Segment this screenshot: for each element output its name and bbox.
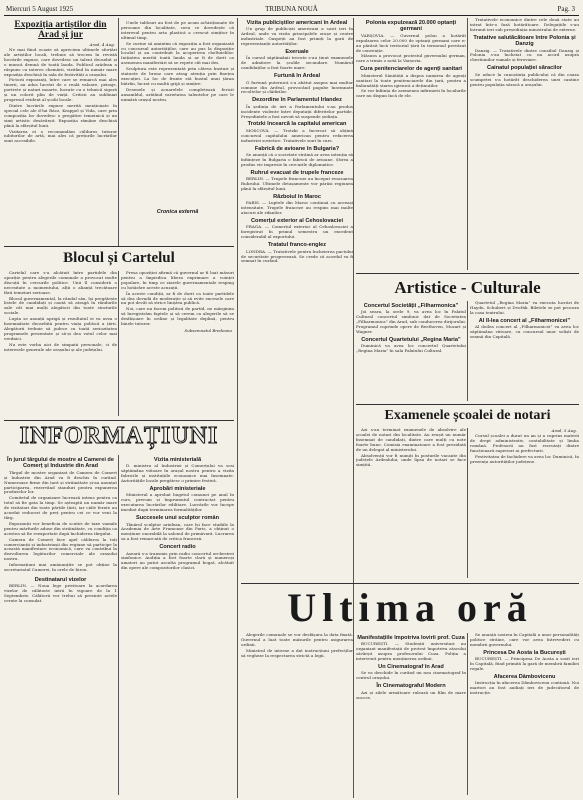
body-text: Dintre lucrările expuse merită menționate în special cele ale d-lui Rácz, Krappel și Vida, care prin compoziția lor dovedesc o pregătire temeinică și un simț artistic desăvârșit. Expoziția rămâne deschisă până la sfârșitul lunii. <box>4 102 117 128</box>
article-artistice-2 <box>470 301 579 401</box>
column-3 <box>241 18 353 618</box>
signature-blocul: Subsemnatul Bredeanu <box>184 327 232 333</box>
body-text: MOSCOVA. — Trotzki a încercat să obțină concursul capitalului american pentru refacerea industriei sovietice. Tratativele sunt în curs. <box>241 127 353 143</box>
headline-comertul: Comerțul exterior al Cehoslovaciei <box>250 218 344 225</box>
body-text: Un grup de publiciști americani a sosit ieri în Ardeal, unde va vizita principalele orașe și centre industriale. Oaspeții au fost primiți la gară de reprezentanții autorităților. <box>241 26 353 47</box>
body-text: Joi seara, la orele 9, va avea loc în Palatul Cultural concertul simfonic dat de Societatea „Filharmonica” din Arad, sub conducerea dirijorului. Programul cuprinde opere de Beethoven, Mozart și Wagner. <box>356 309 466 335</box>
divider <box>356 404 579 405</box>
article-ultima-3 <box>470 633 579 795</box>
divider <box>241 583 579 584</box>
article-examenele-1 <box>356 428 466 578</box>
body-text: Alegerile comunale se vor desfășura la data fixată. Guvernul a luat toate măsurile pentru asigurarea ordinii. <box>241 633 353 647</box>
body-text: Danzig. — Tratativele dintre consiliul Danzig și Polonia s-au încheiat cu un acord asupra chestiunilor vamale și feroviare. <box>470 47 579 63</box>
headline-exeruale: Exeruale <box>285 49 309 56</box>
body-text: Se vor înființa de asemenea infirmerii în localurile care nu dispun încă de ele. <box>356 88 466 99</box>
headline-ultima-ora: Ultima oră <box>287 585 533 630</box>
body-text: Vizitarea ei o recomandăm călduros tuturor iubitorilor de artă, mai ales că prețurile lucrărilor sunt accesibile. <box>4 128 117 144</box>
body-text: Instrucția în afacerea Dâmbovicenu continuă. Noi martori au fost audiați ieri de judecătorul de instrucție. <box>470 680 579 696</box>
column-rule <box>118 18 119 246</box>
column-rule <box>467 428 468 578</box>
body-text: BERLIN. — Noua lege privitoare la acordarea vizelor de călătorie intră în vigoare de la 1 Septembrie. Călătorii vor trebui să prezinte actele cerute la consulat. <box>4 583 117 604</box>
headline-polonia: Polonia expulzează 20.000 optanți germani <box>365 20 457 33</box>
body-text: Comitetul de organizare lucrează intens pentru ca totul să fie gata la timp. Se așteaptă un număr mare de vizitatori din toate părțile țării, iar căile ferate au acordat reduceri de preț pentru cei ce vor veni la târg. <box>4 495 117 520</box>
divider <box>356 273 579 274</box>
body-text: Blocul guvernamental, la rândul său, își pregătește listele de candidați și caută să atragă în rândurile sale cât mai mulți alegători din toate straturile sociale. <box>4 295 117 316</box>
body-text: Noi, care nu facem politică de partid, ne mărginim să înregistrăm faptele și să cerem ca alegerile să se desfășoare în ordine și legalitate deplină, pentru binele tuturor. <box>121 306 234 327</box>
article-blocul-1 <box>4 271 117 416</box>
body-text: Cartelul care s-a alcătuit între partidele din opoziție pentru alegerile comunale a provocat multe discuții în cercurile politice. Unii îl consideră o necesitate a momentului, alții o alianță trecătoare fără temeiuri serioase. <box>4 271 117 295</box>
headline-manifestatiile: Manifestațiile împotriva lovirii prof. Cuza <box>357 635 465 641</box>
column-rule <box>467 301 468 401</box>
divider <box>4 420 234 421</box>
body-text: Lupta se anunță aprigă și rezultatul ei va avea o însemnătate deosebită pentru viața politică a țării. Alegătorii trebuie să judece cu toată seriozitatea programele prezentate și să-și dea votul celor mai vrednici. <box>4 316 117 341</box>
article-expozitia <box>4 18 117 243</box>
body-text: În cursul săptămânii trecute s-au ținut examenele de admitere la școlile secundare. Numărul candidaților a fost foarte mare. <box>241 55 353 71</box>
column-rule <box>118 455 119 795</box>
article-expozitia-cont <box>121 21 234 206</box>
headline-tratatul: Tratatul franco-englez <box>267 242 327 249</box>
article-informatiuni-2 <box>121 455 234 795</box>
headline-blocul: Blocul și Cartelul <box>63 250 175 266</box>
divider <box>4 246 234 247</box>
body-text: Aseară s-a transmis prin radio concertul orchestrei simfonice. Audiția a fost foarte clară și numeroși amatori au putut asculta programul bogat, alcătuit din opere ale compozitorilor clasici. <box>121 550 234 571</box>
body-text: În aceste condiții, ar fi de dorit ca toate partidele să dea dovadă de moderație și să evite excesele care nu pot decât să strice liniștea publică. <box>121 290 234 306</box>
headline-cura: Cura penitenciarelor de agenți sanitari <box>360 66 462 73</box>
body-text: Camera de Comerț face apel călduros la toți comercianții și industriașii din regiune să participe la această manifestare economică, care va contribui la dezvoltarea legăturilor comerciale ale orașului nostru. <box>4 536 117 562</box>
body-text: Nu este vorba aici de simpatii personale, ci de interesele generale ale orașului și ale județului. <box>4 341 117 352</box>
body-text: Se anunță sosirea în Capitală a unor personalități politice străine, care vor avea întrevederi cu membrii guvernului. <box>470 633 579 647</box>
body-text: Ne mai fiind ocazie să apreciem ultimele sforțări ale artiștilor locali, trebuie să trecem în revistă lucrările expuse, care dovedesc un talent deosebit și o muncă demnă de toată lauda. Publicul arădean a răspuns cu interes chemării, vizitând în număr mare expoziția deschisă în sala de festivități a orașului. <box>4 47 117 77</box>
headline-destinatarul: Destinatarul vizelor <box>34 576 87 583</box>
headline-afacerea: Afacerea Dâmbovicenu <box>493 673 556 680</box>
body-text: Se anunță că o societate străină ar avea intenția să înființeze în Bulgaria o fabrică de avioane. Știrea a produs vie impresie în cercurile diplomatice. <box>241 152 353 167</box>
body-text: Unele tablouri au fost de pe acum achiziționate de persoane din localitate, ceea ce dovedește că interesul pentru arta plastică a crescut simțitor în ultimul timp. <box>121 21 234 40</box>
headline-filharmonica: Concertul Societății „Filharmonica” <box>363 303 459 309</box>
headline-artistice: Artistice - Culturale <box>394 278 541 297</box>
body-text: Duminică va avea loc concertul Quartetului „Regina Maria” în sala Palatului Cultural. <box>356 343 466 354</box>
masthead-title: TRIBUNA NOUĂ <box>265 5 318 13</box>
body-text: Se va deschide în curând un nou cinematograf în centrul orașului. <box>356 670 466 681</box>
column-4 <box>356 18 466 270</box>
article-artistice-1 <box>356 301 466 401</box>
column-5 <box>470 18 579 270</box>
body-text: În ședința de ieri a Parlamentului s-au produs incidente violente între deputații diferitelor partide. Președintele a fost nevoit să suspende ședința. <box>241 103 353 119</box>
column-rule <box>467 18 468 270</box>
headline-expozitia: Expoziția artiștilor din Arad și jur <box>14 20 107 40</box>
body-text: Azi și zilele următoare rulează un film de mare succes. <box>356 689 466 700</box>
body-text: Azi s-au terminat examenele de absolvire ale școalei de notari din localitate. Au reușit un număr însemnat de candidați, dintre care mulți cu note foarte bune. Comisia examinatoare a fost prezidată de un delegat al ministerului. <box>356 428 466 452</box>
body-text: Informațiuni mai amănunțite se pot obține la secretariatul Camerei, în orele de birou. <box>4 562 117 573</box>
headline-furtuna: Furtună în Ardeal <box>273 73 321 80</box>
body-text: Desenele și acuarelele completează fericit ansamblul, arătând varietatea talentelor pe care le numără orașul nostru. <box>121 86 234 102</box>
headline-informatiuni: INFORMAȚIUNI <box>19 423 219 449</box>
body-text: O furtună puternică s-a abătut asupra mai multor comune din Ardeal, provocând pagube însemnate recoltelor și clădirilor. <box>241 79 353 95</box>
headline-cainatul: Cainatul populației săracilor <box>487 65 562 72</box>
headline-cinematograf-modern: În Cinematograful Modern <box>376 683 446 690</box>
headline-vizita-ministeriala: Vizita ministerială <box>153 457 202 463</box>
masthead-date: Miercuri 5 August 1925 <box>6 5 74 13</box>
body-text: Măsura a provocat protestul guvernului german, care a trimis o notă la Varșovia. <box>356 53 466 64</box>
body-text: Festivitatea de închidere va avea loc Duminică, în prezența autorităților județene. <box>470 453 579 464</box>
headline-danzig: Tratative salutăcătoare între Polonia și Danzig <box>473 34 576 48</box>
body-text: Pictorii expozanți, între care se remarcă mai ales tinerii, au adus lucrări de o reală valoare, peisaje, portrete și naturi moarte, lucrate cu o tehnică sigură și un colorit plin de viață. Criticii au subliniat progresul evident al școlii locale. <box>4 77 117 103</box>
body-text: Presa opoziției afirmă că guvernul ar fi luat măsuri pentru a împiedica libera exprimare a voinței populare, în timp ce ziarele guvernamentale resping cu hotărâre aceste acuzații. <box>121 271 234 290</box>
body-text: Expozanții vor beneficia de scutiri de taxe vamale pentru mărfurile aduse din străinătate, cu condiția ca acestea să fie reexportate după închiderea târgului. <box>4 520 117 536</box>
column-rule <box>118 271 119 416</box>
body-text: VARȘOVIA. — Guvernul polon a hotărât expulzarea celor 20.000 de optanți germani care n-au părăsit încă teritoriul țării în termenul prevăzut de convenție. <box>356 32 466 53</box>
headline-cinematograf: Un Cinematograf în Arad <box>378 664 444 671</box>
body-text: Cursul școalei a durat un an și a cuprins materii de drept administrativ, contabilitate și limba română. Profesorii au fost recrutați dintre funcționarii superiori ai prefecturii. <box>470 433 579 453</box>
article-informatiuni-1 <box>4 455 117 795</box>
headline-trotzki: Trotzki încearcă la capitalul american <box>247 121 347 128</box>
headline-maroc: Războiul în Maroc <box>273 193 321 200</box>
article-examenele-2 <box>470 428 579 578</box>
headline-quartet: Concertul Quartetului „Regina Maria” <box>361 336 461 343</box>
body-text: BERLIN. — Trupele franceze au început evacuarea Ruhrului. Ultimele detașamente vor părăsi regiunea până la sfârșitul lunii. <box>241 176 353 191</box>
body-text: LONDRA. — Tratativele pentru încheierea pactului de securitate progresează. Se crede că acordul va fi semnat în curând. <box>241 248 353 264</box>
body-text: Al doilea concert al „Filharmonicei” va avea loc săptămâna viitoare, cu concursul unor soliști de seamă din Capitală. <box>470 324 579 339</box>
headline-publicisti: Vizita publiciștilor americani în Ardeal <box>246 20 348 26</box>
column-rule <box>237 18 238 798</box>
masthead-page: Pag. 3 <box>557 5 575 13</box>
body-text: Sculptura este reprezentată prin câteva busturi și statuete de bronz care atrag atenția prin finețea execuției. La loc de frunte stă bustul unui țăran bătrân, lucrat cu multă grijă și simțire. <box>121 66 234 86</box>
body-text: D. ministru al Industriei și Comerțului va sosi săptămâna viitoare în orașul nostru pentru a vizita fabricile și instituțiile economice mai însemnate. Autoritățile locale pregătesc o primire festivă. <box>121 463 234 484</box>
body-text: Se cuvine să amintim că expoziția a fost organizată cu concursul autorităților, care au pus la dispoziție localul și au contribuit la acoperirea cheltuielilor. Inițiativa merită toată lauda și ar fi de dorit ca asemenea manifestări să se repete cât mai des. <box>121 40 234 66</box>
body-text: PRAGA. — Comerțul exterior al Cehoslovaciei a înregistrat în primul semestru un excedent considerabil al exportului. <box>241 224 353 240</box>
masthead <box>4 3 579 16</box>
headline-ruhrul: Ruhrul evacuat de trupele franceze <box>250 169 344 176</box>
body-text: Ministerul Sănătății a dispus numirea de agenți sanitari la toate penitenciarele din țară, pentru a îmbunătăți starea igienică a deținuților. <box>356 72 466 88</box>
dateline-examenele: Arad, 5 Aug. <box>551 428 577 433</box>
headline-fabrica: Fabrică de avioane în Bulgaria? <box>254 145 340 152</box>
headline-aosta: Princesa De Aosta la București <box>483 649 566 656</box>
headline-sculptor: Succesele unui sculptor român <box>136 515 219 522</box>
body-text: Se aduce la cunoștința publicului că din cauza scumpetei s-a hotărât deschiderea unei cantine pentru populația săracă a orașului. <box>470 71 579 87</box>
body-text: Absolvenții vor fi numiți în posturile vacante din județele Ardealului, unde lipsa de notari se face simțită. <box>356 452 466 468</box>
headline-dezordine: Dezordine în Parlamentul Irlandez <box>252 97 342 104</box>
body-text: PARIS. — Luptele din Maroc continuă cu aceeași intensitate. Trupele franceze au respins mai multe atacuri ale rifanilor. <box>241 200 353 216</box>
headline-aprobari: Aprobări ministeriale <box>149 486 206 493</box>
article-ultima-2 <box>356 633 466 795</box>
article-blocul-2 <box>121 271 234 416</box>
column-rule <box>467 633 468 795</box>
headline-cronica: Cronica externă <box>156 209 199 215</box>
column-rule <box>353 18 354 798</box>
body-text: Quartetul „Regina Maria” va executa lucrări de Haydn, Schubert și Dvořák. Biletele se pot procura la casa teatrului. <box>470 301 579 315</box>
newspaper-page <box>4 3 579 797</box>
dateline-expozitia: Arad, 4 Aug. <box>89 42 115 47</box>
body-text: Ministrul de interne a dat instrucțiuni prefecților să vegheze la respectarea strictă a legii. <box>241 647 353 658</box>
headline-targ: În jurul târgului de mostre al Camerei de Comerț și Industrie din Arad <box>7 457 114 470</box>
headline-concert-2: Al II-lea concert al „Filharmonicei” <box>478 317 571 324</box>
article-ultima-1 <box>241 633 353 795</box>
body-text: BUCUREȘTI. — Studenții universitari au organizat manifestații de protest împotriva atacului săvârșit asupra profesorului Cuza. Poliția a intervenit pentru menținerea ordinii. <box>356 641 466 662</box>
body-text: BUCUREȘTI. — Principesa De Aosta a sosit ieri în Capitală, fiind primită la gară de membrii familiei regale. <box>470 656 579 671</box>
body-text: Ministerul a aprobat bugetul comunei pe anul în curs, precum și împrumutul contractat pentru executarea lucrărilor edilitare. Lucrările vor începe imediat după terminarea formalităților. <box>121 492 234 513</box>
body-text: Tratativele economice dintre cele două state au intrat într-o fază hotărâtoare. Delegațiile s-au întrunit ieri sub președinția ministrului de externe. <box>470 18 579 32</box>
headline-examenele: Examenele școalei de notari <box>384 408 551 423</box>
body-text: Târgul de mostre organizat de Camera de Comerț și Industrie din Arad va fi deschis în curând. Numeroase firme din țară și străinătate și-au anunțat participarea, rezervând standuri pentru expunerea produselor lor. <box>4 469 117 495</box>
body-text: Tânărul sculptor arădean, care își face studiile la Academia de Arte Frumoase din Paris, a obținut o mențiune onorabilă la salonul de primăvară. Lucrarea sa a fost remarcată de critica franceză. <box>121 521 234 542</box>
headline-concert-radio: Concert radio <box>159 544 196 551</box>
